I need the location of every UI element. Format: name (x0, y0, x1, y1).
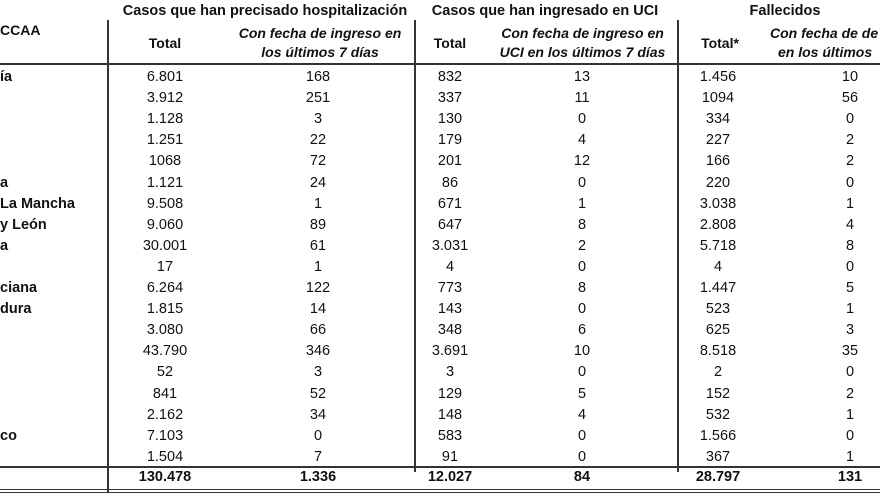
cell-u7: 0 (577, 364, 587, 381)
total-hosp-7d: 1.336 (299, 469, 337, 485)
bottom-line (0, 489, 880, 490)
table-row (0, 278, 880, 299)
cell-f: 227 (705, 132, 731, 149)
cell-h: 1068 (148, 153, 182, 170)
cell-u: 773 (437, 280, 463, 296)
ccaa-name: ía (0, 69, 13, 85)
cell-h7: 22 (309, 132, 327, 149)
cell-h: 1.128 (146, 111, 184, 128)
cell-h7: 14 (309, 301, 327, 318)
header-hospitalization: Casos que han precisado hospitalización (122, 3, 408, 19)
cell-f7: 1 (845, 195, 855, 212)
cell-h: 9.060 (146, 216, 184, 233)
cell-u: 583 (437, 427, 463, 444)
cell-h7: 251 (305, 90, 331, 107)
cell-f7: 0 (845, 364, 855, 381)
cell-f: 152 (705, 385, 731, 402)
table-row (0, 194, 880, 215)
table-row (0, 426, 880, 447)
cell-h7: 3 (313, 111, 323, 128)
cell-h7: 61 (309, 237, 327, 254)
cell-u7: 5 (577, 385, 587, 402)
cell-u: 4 (445, 258, 455, 275)
header-icu-7d-l1: Con fecha de ingreso en (501, 25, 664, 41)
cell-f: 3.038 (699, 195, 737, 212)
ccaa-name: co (0, 427, 17, 444)
cell-f: 1.447 (699, 280, 737, 296)
cell-h: 1.121 (146, 174, 184, 191)
cell-f7: 8 (845, 237, 855, 254)
cell-u7: 0 (577, 427, 587, 444)
total-deaths-7d: 131 (837, 469, 863, 485)
cell-f7: 5 (845, 280, 855, 296)
header-icu-7d-l2: UCI en los últimos 7 días (499, 44, 666, 60)
cell-h: 6.801 (146, 69, 184, 85)
table-row (0, 67, 880, 88)
cell-h7: 89 (309, 216, 327, 233)
cell-u7: 0 (577, 301, 587, 318)
cell-u7: 12 (573, 153, 591, 170)
cell-h: 1.504 (146, 448, 184, 465)
cell-f7: 4 (845, 216, 855, 233)
cell-u7: 6 (577, 322, 587, 339)
ccaa-name: a (0, 174, 9, 191)
cell-h: 841 (152, 385, 178, 402)
header-deaths: Fallecidos (749, 3, 821, 19)
cell-f: 523 (705, 301, 731, 318)
cell-u7: 2 (577, 237, 587, 254)
header-deaths-total: Total* (701, 35, 739, 51)
table-row (0, 151, 880, 172)
cell-f7: 0 (845, 174, 855, 191)
cell-f7: 35 (841, 343, 859, 360)
cell-f: 8.518 (699, 343, 737, 360)
table-row (0, 236, 880, 257)
cell-f7: 1 (845, 406, 855, 423)
table-row (0, 173, 880, 194)
cell-u7: 0 (577, 174, 587, 191)
cell-f7: 0 (845, 427, 855, 444)
cell-h7: 66 (309, 322, 327, 339)
total-hosp: 130.478 (138, 469, 192, 485)
cell-u: 129 (437, 385, 463, 402)
cell-f7: 2 (845, 132, 855, 149)
ccaa-name: dura (0, 301, 32, 318)
cell-h: 3.080 (146, 322, 184, 339)
cell-u: 148 (437, 406, 463, 423)
cell-u7: 11 (574, 90, 590, 107)
cell-h: 2.162 (146, 406, 184, 423)
cell-u: 201 (437, 153, 463, 170)
table-row (0, 257, 880, 278)
cell-u: 143 (437, 301, 463, 318)
cell-u: 348 (437, 322, 463, 339)
cell-u7: 4 (577, 406, 587, 423)
table-row (0, 299, 880, 320)
cell-u: 647 (437, 216, 463, 233)
cell-u: 3 (445, 364, 455, 381)
cell-u: 671 (437, 195, 463, 212)
cell-h: 7.103 (146, 427, 184, 444)
cell-h7: 0 (313, 427, 323, 444)
cell-f: 334 (705, 111, 731, 128)
cell-h7: 24 (309, 174, 327, 191)
cell-h: 52 (156, 364, 174, 381)
cell-f: 1094 (701, 90, 735, 107)
cell-u7: 1 (577, 195, 587, 212)
cell-h7: 122 (305, 280, 331, 296)
total-icu-7d: 84 (573, 469, 591, 485)
total-icu: 12.027 (427, 469, 473, 485)
table-row (0, 88, 880, 109)
cell-u7: 4 (577, 132, 587, 149)
cell-h7: 7 (313, 448, 323, 465)
cell-h7: 3 (313, 364, 323, 381)
cell-f7: 1 (845, 301, 855, 318)
cell-u: 3.691 (431, 343, 469, 360)
cell-f7: 2 (845, 385, 855, 402)
cell-h: 6.264 (146, 280, 184, 296)
ccaa-name: La Mancha (0, 195, 75, 212)
bottom-line (0, 492, 880, 493)
cell-h7: 52 (309, 385, 327, 402)
cell-u7: 8 (577, 280, 587, 296)
cell-f7: 2 (845, 153, 855, 170)
cell-h: 9.508 (146, 195, 184, 212)
table-row (0, 215, 880, 236)
cell-h: 17 (156, 258, 174, 275)
cell-u7: 0 (577, 448, 587, 465)
header-divider (0, 63, 880, 65)
header-deaths-7d-l2: en los últimos (778, 44, 873, 60)
cell-u: 130 (437, 111, 463, 128)
cell-h: 30.001 (142, 237, 188, 254)
header-hosp-7d-l1: Con fecha de ingreso en (238, 25, 402, 41)
cell-f: 1.566 (699, 427, 737, 444)
table-row (0, 447, 880, 468)
cell-u7: 13 (573, 69, 591, 85)
cell-f: 2.808 (699, 216, 737, 233)
cell-h7: 346 (305, 343, 331, 360)
header-hosp-total: Total (148, 35, 182, 51)
cell-h: 1.815 (146, 301, 184, 318)
cell-f7: 56 (841, 90, 859, 107)
cell-h7: 1 (313, 195, 323, 212)
cell-f7: 1 (845, 448, 855, 465)
cell-u: 86 (441, 174, 459, 191)
cell-u: 179 (437, 132, 463, 149)
cell-f: 5.718 (699, 237, 737, 254)
header-icu-total: Total (433, 35, 467, 51)
cell-u7: 8 (577, 216, 587, 233)
cell-u7: 0 (577, 258, 587, 275)
table-row (0, 341, 880, 362)
cell-f7: 0 (845, 258, 855, 275)
cell-h7: 72 (309, 153, 327, 170)
total-deaths: 28.797 (695, 469, 741, 485)
cell-h: 3.912 (146, 90, 184, 107)
header-icu: Casos que han ingresado en UCI (431, 3, 659, 19)
cell-f: 1.456 (699, 69, 737, 85)
cell-f: 2 (713, 364, 723, 381)
cell-f7: 0 (845, 111, 855, 128)
cell-u: 3.031 (431, 237, 469, 254)
cell-f: 166 (705, 153, 731, 170)
header-deaths-7d-l1: Con fecha de de (770, 25, 879, 41)
table-row (0, 362, 880, 383)
cell-u7: 10 (573, 343, 591, 360)
cell-u7: 0 (577, 111, 587, 128)
cell-f: 367 (705, 448, 731, 465)
cell-f: 625 (705, 322, 731, 339)
cell-h7: 1 (313, 258, 323, 275)
cell-f: 220 (705, 174, 731, 191)
cell-u: 337 (437, 90, 463, 107)
cell-f: 532 (705, 406, 731, 423)
cell-h: 43.790 (142, 343, 188, 360)
ccaa-name: ciana (0, 280, 38, 296)
header-hosp-7d-l2: los últimos 7 días (261, 44, 379, 60)
cell-f7: 3 (845, 322, 855, 339)
total-row (0, 467, 880, 488)
table-row (0, 109, 880, 130)
table-row (0, 384, 880, 405)
header-ccaa: CCAA (0, 22, 41, 38)
cell-f7: 10 (841, 69, 859, 85)
cell-u: 832 (437, 69, 463, 85)
table-row (0, 130, 880, 151)
cell-h7: 168 (305, 69, 331, 85)
table-row (0, 405, 880, 426)
cell-h7: 34 (309, 406, 327, 423)
cell-u: 91 (441, 448, 459, 465)
cell-h: 1.251 (146, 132, 184, 149)
cell-f: 4 (713, 258, 723, 275)
ccaa-name: y León (0, 216, 47, 233)
table-row (0, 320, 880, 341)
ccaa-name: a (0, 237, 9, 254)
